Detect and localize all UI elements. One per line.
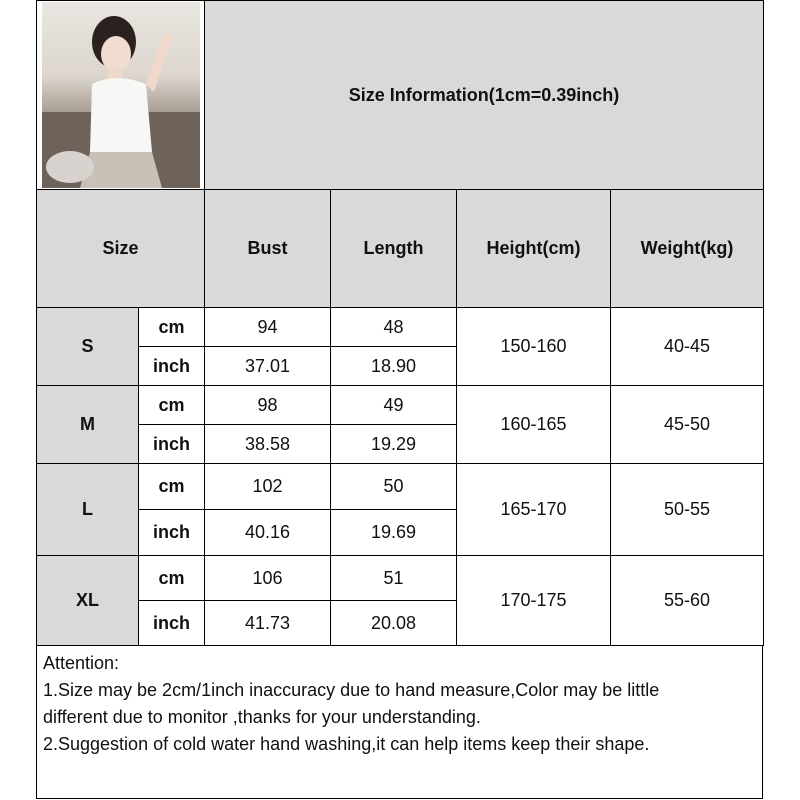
bust-inch-cell: 40.16 [205,510,331,556]
bust-inch-cell: 37.01 [205,347,331,386]
weight-cell: 45-50 [611,386,764,464]
title-row [37,1,764,190]
length-header: Length [331,190,457,308]
product-photo-cell [37,1,205,190]
unit-inch-label: inch [139,425,205,464]
table-row [37,308,764,347]
length-inch-cell: 19.29 [331,425,457,464]
bust-cm-cell: 106 [205,556,331,601]
notes-heading: Attention: [43,653,120,673]
unit-cm-label: cm [139,308,205,347]
product-photo [42,2,200,188]
size-chart-table [36,0,764,646]
size-label: L [37,464,139,556]
height-cell: 150-160 [457,308,611,386]
unit-cm-label: cm [139,464,205,510]
length-cm-cell: 49 [331,386,457,425]
weight-cell: 55-60 [611,556,764,646]
size-header: Size [37,190,205,308]
bust-header: Bust [205,190,331,308]
length-cm-cell: 48 [331,308,457,347]
bust-cm-cell: 102 [205,464,331,510]
notes-line-2: different due to monitor ,thanks for your understanding. [43,707,481,727]
weight-cell: 50-55 [611,464,764,556]
notes-line-3: 2.Suggestion of cold water hand washing,it can help items keep their shape. [43,734,650,754]
bust-cm-cell: 98 [205,386,331,425]
length-cm-cell: 50 [331,464,457,510]
unit-cm-label: cm [139,556,205,601]
length-cm-cell: 51 [331,556,457,601]
attention-notes [36,646,763,799]
height-header: Height(cm) [457,190,611,308]
table-row [37,386,764,425]
weight-cell: 40-45 [611,308,764,386]
height-cell: 170-175 [457,556,611,646]
length-inch-cell: 18.90 [331,347,457,386]
unit-inch-label: inch [139,510,205,556]
bust-inch-cell: 38.58 [205,425,331,464]
page-title: Size Information(1cm=0.39inch) [205,1,764,190]
unit-inch-label: inch [139,347,205,386]
bust-cm-cell: 94 [205,308,331,347]
unit-inch-label: inch [139,601,205,646]
table-row [37,464,764,510]
weight-header: Weight(kg) [611,190,764,308]
bust-inch-cell: 41.73 [205,601,331,646]
header-row [37,190,764,308]
length-inch-cell: 19.69 [331,510,457,556]
height-cell: 165-170 [457,464,611,556]
unit-cm-label: cm [139,386,205,425]
size-label: XL [37,556,139,646]
size-label: M [37,386,139,464]
table-row [37,556,764,601]
size-label: S [37,308,139,386]
notes-line-1: 1.Size may be 2cm/1inch inaccuracy due to hand measure,Color may be little [43,680,660,700]
length-inch-cell: 20.08 [331,601,457,646]
height-cell: 160-165 [457,386,611,464]
